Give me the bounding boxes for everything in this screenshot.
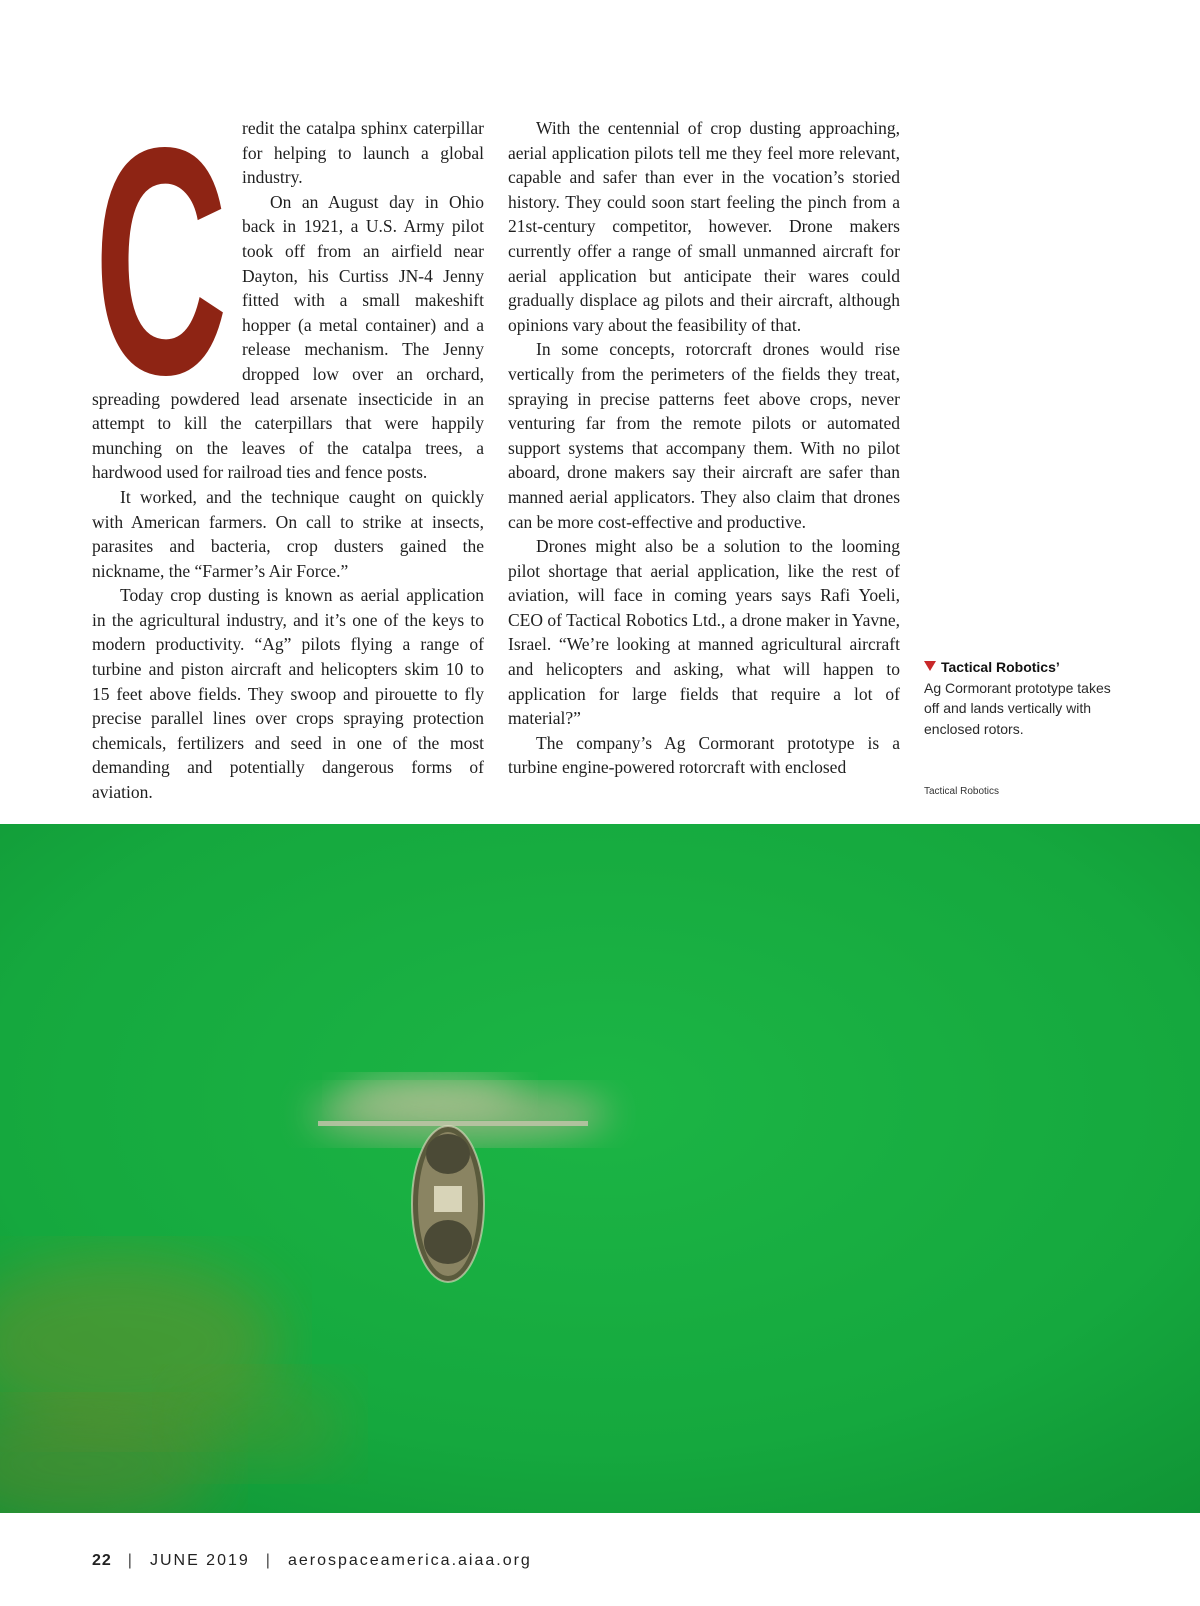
website-url: aerospaceamerica.aiaa.org bbox=[287, 1552, 532, 1569]
caption-body: Ag Cormorant prototype takes off and lands vertically with enclosed rotors. bbox=[924, 679, 1111, 737]
caption-heading: Tactical Robotics’ bbox=[941, 659, 1060, 675]
paragraph: Drones might also be a solution to the looming pilot shortage that aerial application, like the rest of aviation, will face in coming years says Rafi Yoeli, CEO of Tactical Robotics Ltd., a drone maker in Yavne, Israel. “We’re looking at manned agricultural aircraft and helicopters and asking, what will happen to application for large fields that require a lot of material?” bbox=[508, 536, 900, 729]
paragraph: The company’s Ag Cormorant prototype is a turbine engine-powered rotorcraft with enclosed bbox=[508, 732, 900, 778]
paragraph: In some concepts, rotorcraft drones would rise vertically from the perimeters of the fields they treat, spraying in precise patterns feet above crops, never venturing far from the remote pilots or automated support systems that accompany them. With no pilot aboard, drone makers say their aircraft are safer than manned aerial applicators. They also claim that drones can be more cost-effective and productive. bbox=[508, 339, 900, 532]
drop-cap-letter: C bbox=[94, 120, 228, 378]
page-number: 22 bbox=[92, 1552, 112, 1569]
photo-caption bbox=[924, 657, 1124, 739]
caption-pointer-icon bbox=[924, 661, 936, 671]
drop-cap-c-glyph bbox=[92, 120, 230, 378]
paragraph: It worked, and the technique caught on quickly with American farmers. On call to strike at insects, parasites and bacteria, crop dusters gained the nickname, the “Farmer’s Air Force.” bbox=[92, 486, 484, 581]
paragraph: redit the catalpa sphinx caterpillar for helping to launch a global industry. bbox=[242, 118, 484, 188]
paragraph: On an August day in Ohio back in 1921, a U.S. Army pilot took off from an airfield near Dayton, his Curtiss JN-4 Jenny fitted with a small makeshift hopper (a metal container) and a release mechanism. The Jenny dropped low over an orchard, spreading powdered lead arsenate insecticide in an attempt to kill the caterpillars that were happily munching on the leaves of the catalpa trees, a hardwood used for railroad ties and fence posts. bbox=[92, 191, 484, 483]
article-column-2 bbox=[508, 116, 900, 780]
photo-credit: Tactical Robotics bbox=[924, 786, 1000, 797]
drone-over-field-image bbox=[0, 824, 1200, 1513]
issue-date: JUNE 2019 bbox=[149, 1552, 250, 1569]
page-footer: 22 | JUNE 2019 | aerospaceamerica.aiaa.org bbox=[92, 1552, 532, 1569]
aerial-photo bbox=[0, 824, 1200, 1513]
paragraph: Today crop dusting is known as aerial application in the agricultural industry, and it’s one of the keys to modern productivity. “Ag” pilots flying a range of turbine and piston aircraft and helicopters skim 10 to 15 feet above fields. They swoop and pirouette to fly precise parallel lines over crops spraying protection chemicals, fertilizers and seed in one of the most demanding and potentially dangerous forms of aviation. bbox=[92, 585, 484, 803]
drop-cap bbox=[92, 120, 230, 378]
paragraph: With the centennial of crop dusting approaching, aerial application pilots tell me they feel more relevant, capable and safer than ever in the vocation’s storied history. They could soon start feeling the pinch from a 21st-century competitor, however. Drone makers currently offer a range of small unmanned aircraft for aerial application but anticipate their wares could gradually displace ag pilots and their aircraft, although opinions vary about the feasibility of that. bbox=[508, 118, 900, 335]
article-column-1 bbox=[92, 116, 484, 805]
